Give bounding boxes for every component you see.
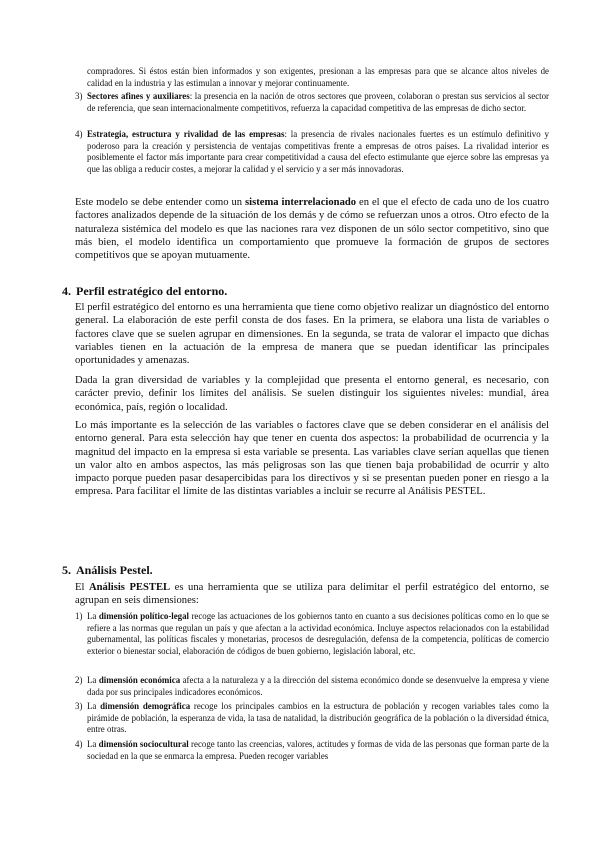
pestel-item-politico-legal [75,611,549,657]
continuation-text [87,66,549,89]
list-item-text [87,701,549,736]
section-5-intro [75,581,549,608]
list-item-number: 4) [75,129,83,139]
list-item-sectores-afines [75,91,549,114]
list-item-number: 3) [75,91,83,101]
list-item-term: Estrategia, estructura y rivalidad de las empresas [87,129,285,139]
intro-text-start: El [75,582,89,593]
list-item-text [87,129,549,175]
list-item-description: : la presencia de rivales nacionales fuertes es un estímulo definitivo y poderoso para la creación y persistencia de ventajas competitivas frente a empresas de otros países. La rivalidad interior es posiblemente el factor más importante para crear competitividad a causa del efecto estimulante que ejerce sobre las empresas ya que las obliga a reducir costes, a mejorar la calidad y el servicio y a ser más innovadoras. [87,129,549,174]
paragraph-text-end: en el que el efecto de cada uno de los cuatro factores analizados depende de la situación de los demás y de cómo se refuerzan unos a otros. Otro efecto de la naturaleza sistémica del modelo es que las naciones rara vez disponen de un sólo sector competitivo, sino que más bien, el modelo identifica un comportamiento que promueve la formación de grupos de sectores competitivos que se apoyan mutuamente. [75,197,549,262]
list-item-description: afecta a la naturaleza y a la dirección del sistema económico donde se desenvuelve la empresa y viene dada por sus principales indicadores económicos. [87,675,549,697]
list-item-estrategia [75,129,549,175]
list-item-article: La [87,611,99,621]
section-5-heading [62,563,542,578]
list-item-term: Sectores afines y auxiliares [87,91,190,101]
list-item-description: recoge tanto las creencias, valores, actitudes y formas de vida de las personas que forman parte de la sociedad en la que se enmarca la empresa. Pueden recoger variables [87,739,549,761]
section-number: 5. [62,563,71,577]
paragraph-text: Lo más importante es la selección de las variables o factores clave que se deben considerar en el análisis del entorno general. Para esta selección hay que tener en cuenta dos aspectos: la probabilidad de ocurrencia y la magnitud del impacto en la empresa si esta variable se presenta. Las variables clave serían aquellas que tienen un valor alto en ambos aspectos, las más peligrosas son las que tienen baja probabilidad de ocurrir y alto impacto porque pueden pasar desapercibidas para los directivos y si se presentan pueden poner en riesgo a la empresa. Para facilitar el límite de las distintas variables a incluir se recurre al Análisis PESTEL. [75,420,549,498]
section-title: Análisis Pestel. [76,563,153,577]
list-item-description: recoge los principales cambios en la estructura de población y recogen variables tales como la pirámide de población, la esperanza de vida, la tasa de natalidad, la distribución geográfica de la población o la diversidad étnica, entre otras. [87,701,549,735]
list-item-number: 2) [75,675,83,685]
pestel-item-economica [75,675,549,698]
list-item-number: 3) [75,701,83,711]
list-item-text [87,739,549,762]
intro-text-end: es una herramienta que se utiliza para delimitar el perfil estratégico del entorno, se agrupan en seis dimensiones: [75,582,549,607]
list-item-term: dimensión económica [98,675,181,685]
paragraph-text: El perfil estratégico del entorno es una herramienta que tiene como objetivo realizar un diagnóstico del entorno general. La elaboración de este perfil consta de dos fases. En la primera, se elabora una lista de variables o factores clave que se suelen agrupar en dimensiones. En la segunda, se trata de valorar el impacto que dichas variables tienen en la actuación de la empresa de manera que se puedan identificar las principales oportunidades y amenazas. [75,302,549,367]
pestel-item-demografica [75,701,549,736]
list-item-description: recoge las actuaciones de los gobiernos tanto en cuanto a sus decisiones políticas como en lo que se refiere a las normas que regulan un país y que afectan a la actividad económica. Incluye aspectos relacionados con la estabilidad gubernamental, las políticas fiscales y monetarias, procesos de desregulación, defensa de la competencia, políticas de comercio exterior o bienestar social, elaboración de códigos de buen gobierno, legislación laboral, etc. [87,611,549,656]
section-4-paragraph-2 [75,374,549,414]
list-item-term: dimensión demográfica [100,701,191,711]
paragraph-sistema-interrelacionado [75,196,549,262]
list-item-term: dimensión sociocultural [98,739,189,749]
list-item-text [87,91,549,114]
pestel-item-sociocultural [75,739,549,762]
list-item-article: La [87,701,101,711]
section-4-paragraph-3 [75,419,549,499]
intro-bold-term: Análisis PESTEL [88,582,171,593]
section-number: 4. [62,284,71,298]
list-item-text [87,611,549,657]
list-item-term: dimensión político-legal [98,611,190,621]
paragraph-bold-term: sistema interrelacionado [245,197,357,208]
list-item-description: : la presencia en la nación de otros sectores que proveen, colaboran o prestan sus servicios al sector de referencia, que sean internacionalmente competitivos, refuerza la capacidad competitiva de las empresas de dicho sector. [87,91,550,113]
section-4-paragraph-1 [75,301,549,367]
list-item-article: La [87,675,99,685]
paragraph-text-start: Este modelo se debe entender como un [75,197,246,208]
continuation-sentence: compradores. Si éstos están bien informados y son exigentes, presionan a las empresas para que se alcance altos niveles de calidad en la industria y las estimulan a innovar y mejorar continuamente. [87,66,549,88]
list-item-article: La [87,739,99,749]
section-title: Perfil estratégico del entorno. [76,284,228,298]
list-item-text [87,675,549,698]
list-item-number: 4) [75,739,83,749]
section-4-heading [62,284,542,299]
paragraph-text: Dada la gran diversidad de variables y la complejidad que presenta el entorno general, es necesario, con carácter previo, definir los límites del análisis. Se suelen distinguir los siguientes niveles: mundial, área económica, país, región o localidad. [75,375,549,413]
list-item-number: 1) [75,611,83,621]
